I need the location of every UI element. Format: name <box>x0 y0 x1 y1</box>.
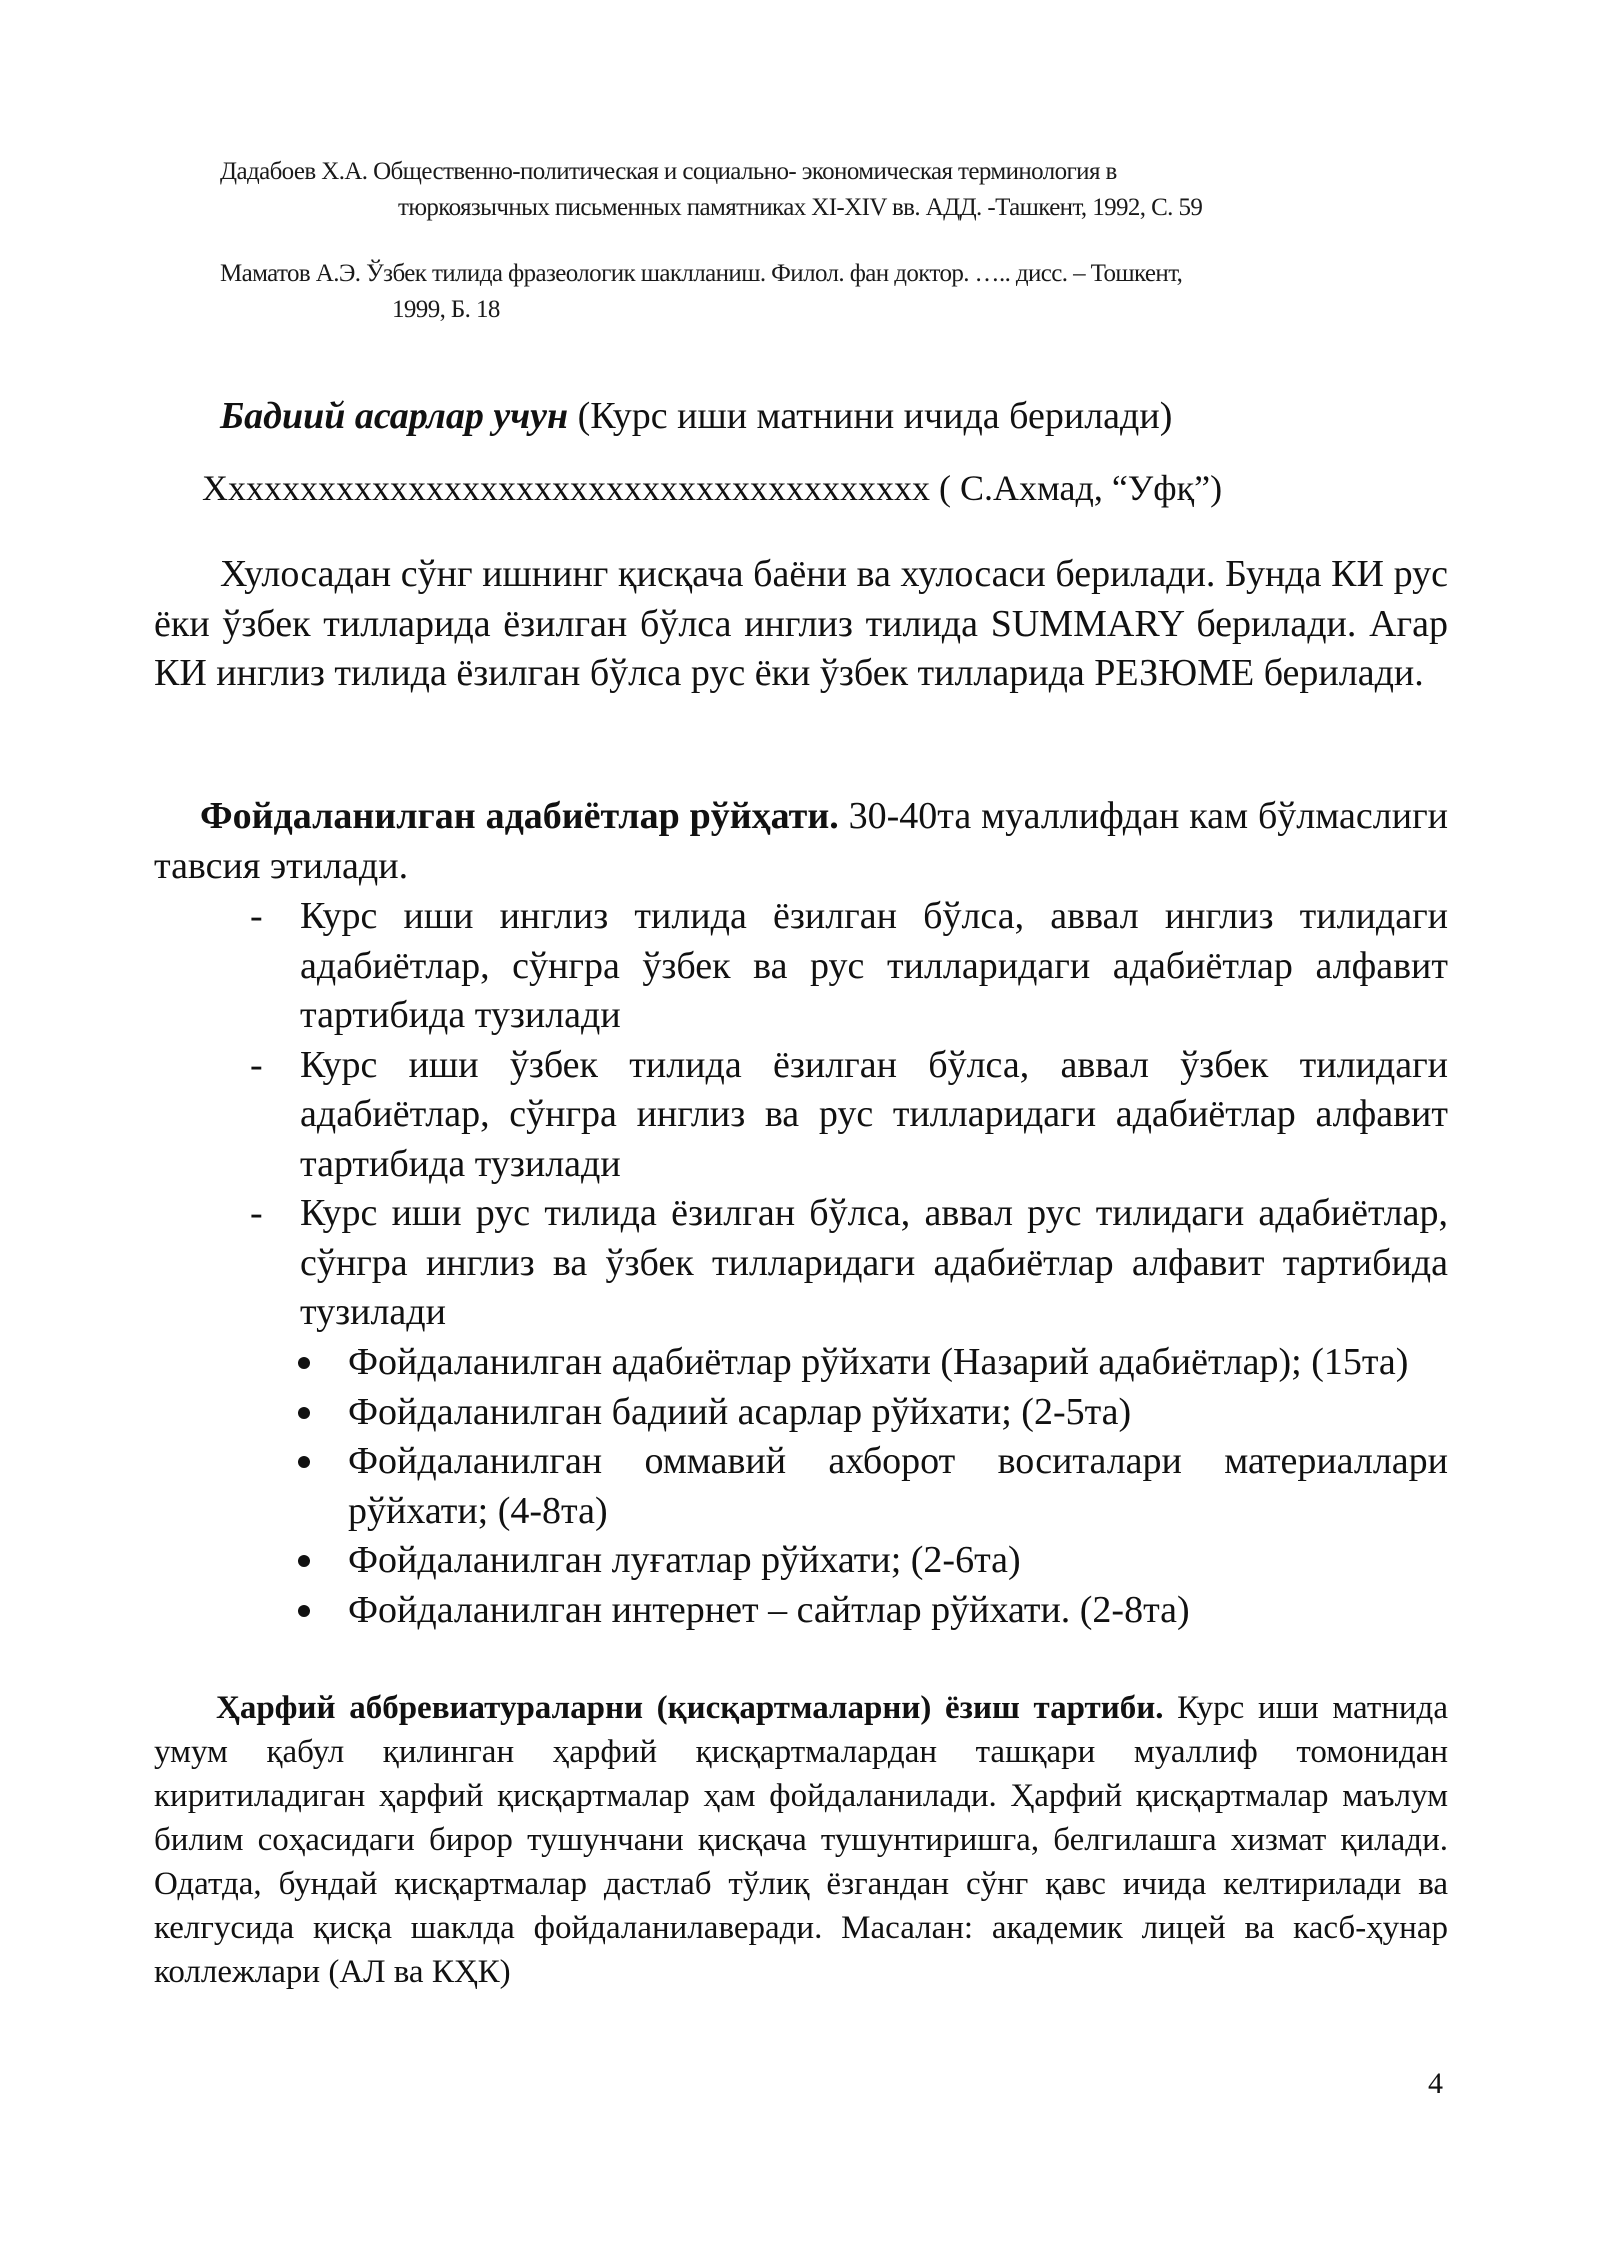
literary-works-heading: Бадиий асарлар учун <box>220 395 569 437</box>
reference-line: 1999, Б. 18 <box>392 296 500 323</box>
list-item-text: Фойдаланилган бадиий асарлар рўйхати; (2-5та) <box>348 1390 1132 1433</box>
literature-text: 30-40та муаллифдан кам бўлмаслиги тавсия этилади. <box>154 795 1448 887</box>
bullet-icon <box>298 1357 310 1369</box>
list-item <box>154 1437 1448 1536</box>
abbreviation-paragraph <box>154 1686 1448 1994</box>
bullet-list <box>154 1338 1448 1635</box>
dash-list <box>154 892 1448 1338</box>
reference-line: Дадабоев Х.А. Общественно-политическая и социально- экономическая терминология в <box>220 158 1117 185</box>
bullet-icon <box>298 1555 310 1567</box>
summary-paragraph: Хулосадан сўнг ишнинг қисқача баёни ва хулосаси берилади. Бунда КИ рус ёки ўзбек тилларида ёзилган бўлса инглиз тилида SUMMARY берилади. Агар КИ инглиз тилида ёзилган бўлса рус ёки ўзбек тилларида РЕЗЮМЕ берилади. <box>154 553 1448 694</box>
example-citation-line: Хxxxxxxxxxxxxxxxxxxxxxxxxxxxxxxxxxxxxxxx ( С.Ахмад, “Уфқ”) <box>202 468 1223 508</box>
bullet-icon <box>298 1456 310 1468</box>
list-item-text: Курс иши инглиз тилида ёзилган бўлса, аввал инглиз тилидаги адабиётлар, сўнгра ўзбек ва рус тилларидаги адабиётлар алфавит тартибида тузилади <box>300 895 1448 1036</box>
literary-works-text: (Курс иши матнини ичида берилади) <box>568 395 1173 437</box>
list-item <box>154 1189 1448 1338</box>
literature-heading: Фойдаланилган адабиётлар рўйҳати. <box>200 795 839 837</box>
dash-marker: - <box>250 1043 263 1086</box>
bullet-icon <box>298 1605 310 1617</box>
list-item <box>154 1536 1448 1586</box>
list-item-text: Фойдаланилган луғатлар рўйхати; (2-6та) <box>348 1539 1021 1581</box>
reference-line: тюркоязычных письменных памятниках XI-XIV вв. АДД. -Ташкент, 1992, С. 59 <box>398 194 1203 221</box>
reference-entry <box>220 154 1202 226</box>
list-item <box>154 1586 1448 1636</box>
list-item-text: Фойдаланилган интернет – сайтлар рўйхати. (2-8та) <box>348 1588 1190 1631</box>
page-number: 4 <box>1428 2067 1443 2100</box>
reference-line: Маматов А.Э. Ўзбек тилида фразеологик шаклланиш. Филол. фан доктор. ….. дисс. – Тошкент, <box>220 260 1183 287</box>
list-item-text: Курс иши ўзбек тилида ёзилган бўлса, аввал ўзбек тилидаги адабиётлар, сўнгра инглиз ва рус тилларидаги адабиётлар алфавит тартибида тузилади <box>300 1043 1448 1185</box>
list-item <box>154 892 1448 1041</box>
dash-marker: - <box>250 1192 263 1234</box>
abbreviation-heading: Ҳарфий аббревиатураларни (қисқартмаларни) ёзиш тартиби. <box>216 1690 1164 1726</box>
dash-marker: - <box>250 895 263 937</box>
list-item <box>154 1041 1448 1190</box>
literary-works-note <box>220 392 1172 440</box>
abbreviation-text: Курс иши матнида умум қабул қилинган ҳарфий қисқартмалардан ташқари муаллиф томонидан киритиладиган ҳарфий қисқартмалар ҳам фойдаланилади. Ҳарфий қисқартмалар маълум билим соҳасидаги бирор тушунчани қисқача тушунтиришга, белгилашга хизмат қилади. Одатда, бундай қисқартмалар дастлаб тўлиқ ёзгандан сўнг қавс ичида келтирилади ва келгусида қисқа шаклда фойдаланилаверади. Масалан: академик лицей ва касб-ҳунар коллежлари (АЛ ва КҲК) <box>154 1690 1448 1990</box>
list-item <box>154 1388 1448 1438</box>
list-item-text: Фойдаланилган адабиётлар рўйхати (Назарий адабиётлар); (15та) <box>348 1341 1409 1383</box>
list-item-text: Курс иши рус тилида ёзилган бўлса, аввал рус тилидаги адабиётлар, сўнгра инглиз ва ўзбек тилларидаги адабиётлар алфавит тартибида тузилади <box>300 1192 1448 1333</box>
list-item <box>154 1338 1448 1388</box>
literature-paragraph <box>154 792 1448 891</box>
bullet-icon <box>298 1407 310 1419</box>
list-item-text: Фойдаланилган оммавий ахборот воситалари материаллари рўйхати; (4-8та) <box>348 1440 1448 1532</box>
reference-entry <box>220 256 1182 328</box>
